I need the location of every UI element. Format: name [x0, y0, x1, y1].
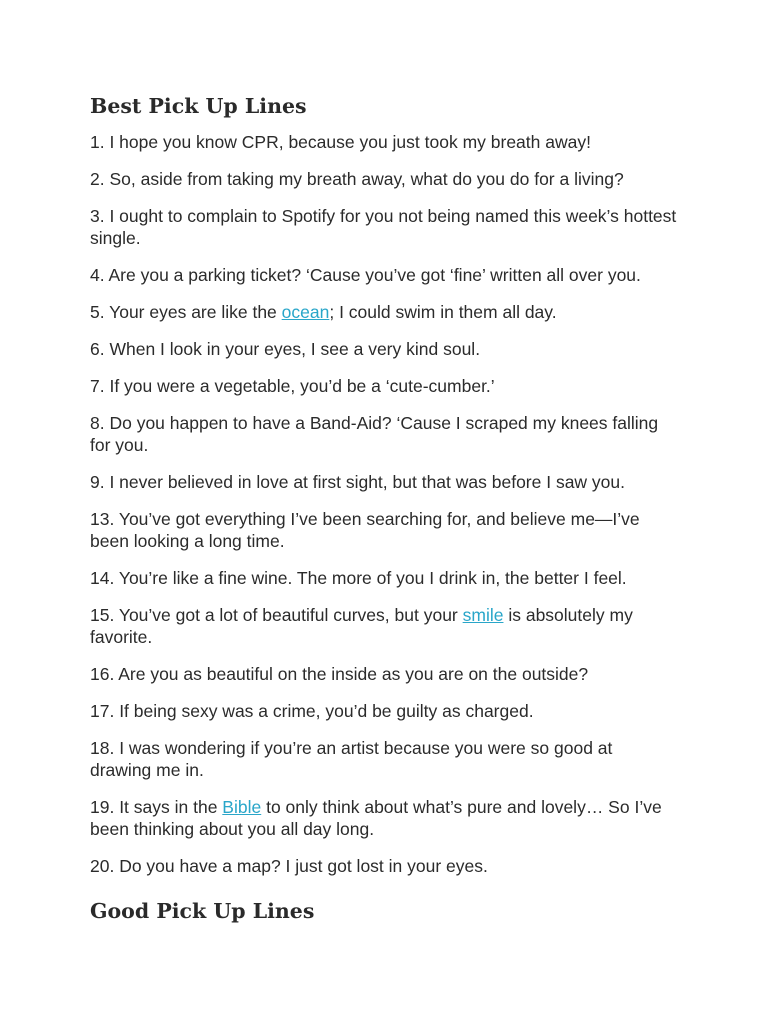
pickup-line-item — [90, 131, 678, 153]
line-text-after: to only think about what’s pure and lovely… So I’ve been thinking about you all day long. — [90, 797, 662, 839]
line-text: 8. Do you happen to have a Band-Aid? ‘Cause I scraped my knees falling for you. — [90, 413, 659, 455]
line-text: 1. I hope you know CPR, because you just took my breath away! — [90, 132, 591, 152]
line-text: 3. I ought to complain to Spotify for you not being named this week’s hottest single. — [90, 206, 677, 248]
pickup-line-item — [90, 301, 678, 323]
pickup-line-item — [90, 508, 678, 552]
line-text: 4. Are you a parking ticket? ‘Cause you’ve got ‘fine’ written all over you. — [90, 265, 641, 285]
line-text: 16. Are you as beautiful on the inside as you are on the outside? — [90, 664, 589, 684]
pickup-line-item — [90, 855, 678, 877]
line-text-before: 19. It says in the — [90, 797, 223, 817]
line-text: 9. I never believed in love at first sight, but that was before I saw you. — [90, 472, 626, 492]
line-text: 14. You’re like a fine wine. The more of you I drink in, the better I feel. — [90, 568, 627, 588]
line-text-after: ; I could swim in them all day. — [329, 302, 557, 322]
pickup-line-item — [90, 796, 678, 840]
pickup-line-item — [90, 168, 678, 190]
line-text: 7. If you were a vegetable, you’d be a ‘cute-cumber.’ — [90, 376, 495, 396]
pickup-line-item — [90, 604, 678, 648]
pickup-line-item — [90, 663, 678, 685]
pickup-line-item — [90, 338, 678, 360]
line-text: 13. You’ve got everything I’ve been searching for, and believe me—I’ve been looking a long time. — [90, 509, 640, 551]
line-text-before: 5. Your eyes are like the — [90, 302, 282, 322]
section-heading-good: Good Pick Up Lines — [90, 899, 315, 923]
inline-link-bible[interactable]: Bible — [222, 797, 262, 817]
pickup-line-item — [90, 567, 678, 589]
pickup-line-item — [90, 737, 678, 781]
pickup-line-item — [90, 264, 678, 286]
line-text-before: 15. You’ve got a lot of beautiful curves, but your — [90, 605, 463, 625]
pickup-line-item — [90, 205, 678, 249]
line-text: 18. I was wondering if you’re an artist because you were so good at drawing me in. — [90, 738, 613, 780]
section-heading-best: Best Pick Up Lines — [90, 94, 307, 118]
line-text-after: is absolutely my favorite. — [90, 605, 633, 647]
inline-link-smile[interactable]: smile — [462, 605, 504, 625]
pickup-line-item — [90, 412, 678, 456]
pickup-lines-list — [90, 131, 678, 877]
pickup-line-item — [90, 700, 678, 722]
pickup-line-item — [90, 471, 678, 493]
line-text: 6. When I look in your eyes, I see a very kind soul. — [90, 339, 481, 359]
inline-link-ocean[interactable]: ocean — [281, 302, 330, 322]
line-text: 17. If being sexy was a crime, you’d be guilty as charged. — [90, 701, 534, 721]
pickup-line-item — [90, 375, 678, 397]
line-text: 2. So, aside from taking my breath away, what do you do for a living? — [90, 169, 624, 189]
line-text: 20. Do you have a map? I just got lost in your eyes. — [90, 856, 488, 876]
